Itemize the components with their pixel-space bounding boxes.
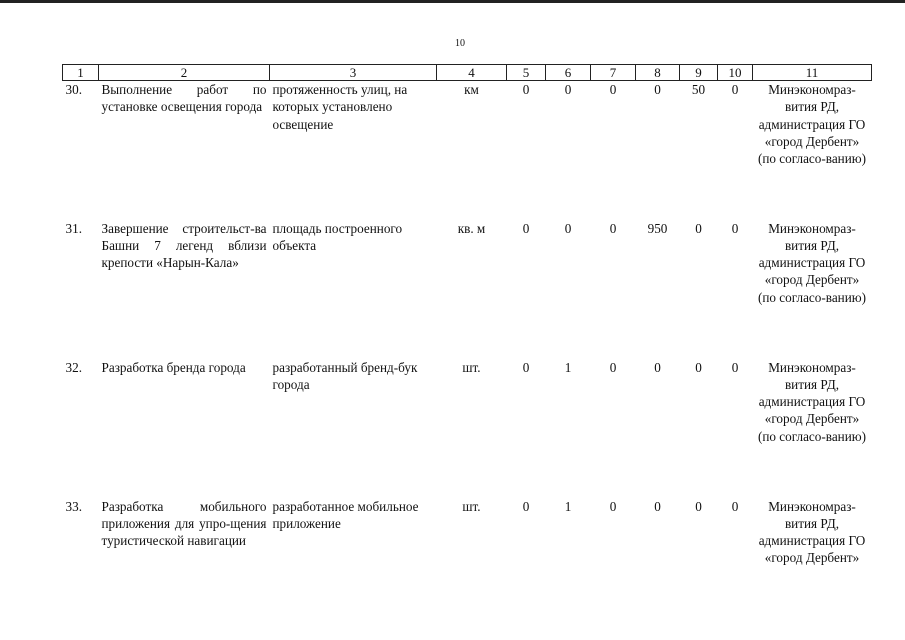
unit-cell: кв. м [457, 220, 486, 236]
value-col8: 950 [647, 220, 668, 236]
measure-name: Разработка бренда города [101, 359, 246, 375]
value-col7: 0 [609, 498, 617, 514]
value-col8: 0 [654, 498, 661, 514]
value-col6: 0 [564, 220, 572, 236]
page-number: 10 [455, 38, 465, 49]
value-col9: 0 [695, 220, 702, 236]
executor-cell: Минэкономраз-вития РД, администрация ГО «город Дербент» [758, 498, 866, 566]
indicator-name: площадь построенного объекта [272, 220, 403, 253]
page-top-edge [0, 0, 905, 3]
column-number: 5 [507, 65, 546, 81]
value-col10: 0 [731, 359, 739, 375]
value-col7: 0 [609, 220, 617, 236]
column-number: 1 [63, 65, 99, 81]
value-col7: 0 [609, 82, 617, 97]
value-col6: 0 [564, 82, 572, 97]
unit-cell: шт. [462, 359, 481, 375]
row-number: 30. [65, 82, 82, 97]
value-col9: 0 [695, 498, 702, 514]
value-col7: 0 [609, 359, 617, 375]
column-number-row [63, 65, 872, 81]
table-row [63, 359, 872, 498]
row-number: 32. [65, 359, 82, 375]
value-col8: 0 [654, 359, 661, 375]
value-col6: 1 [564, 498, 572, 514]
executor-cell: Минэкономраз-вития РД, администрация ГО «город Дербент» (по согласо-ванию) [757, 359, 867, 444]
table-row [63, 81, 872, 220]
value-col8: 0 [654, 82, 661, 97]
row-number: 31. [65, 220, 82, 236]
column-number: 9 [680, 65, 718, 81]
table-row [63, 220, 872, 359]
value-col10: 0 [731, 82, 739, 97]
measures-table [62, 64, 872, 595]
column-number: 6 [546, 65, 591, 81]
column-number: 10 [718, 65, 753, 81]
unit-cell: км [464, 82, 479, 97]
row-number: 33. [65, 498, 82, 514]
column-number: 2 [99, 65, 270, 81]
value-col5: 0 [522, 498, 530, 514]
indicator-name: протяженность улиц, на которых установлено освещение [272, 82, 408, 132]
value-col9: 0 [695, 359, 702, 375]
value-col5: 0 [522, 220, 530, 236]
value-col5: 0 [522, 82, 530, 97]
value-col9: 50 [691, 82, 706, 97]
column-number: 8 [636, 65, 680, 81]
indicator-name: разработанный бренд-бук города [272, 359, 418, 392]
value-col10: 0 [731, 220, 739, 236]
executor-cell: Минэкономраз-вития РД, администрация ГО «город Дербент» (по согласо-ванию) [757, 220, 867, 305]
unit-cell: шт. [462, 498, 481, 514]
measure-name: Выполнение работ по установке освещения города [101, 82, 267, 115]
column-number: 4 [437, 65, 507, 81]
indicator-name: разработанное мобильное приложение [272, 498, 419, 531]
column-number: 3 [270, 65, 437, 81]
column-number: 7 [591, 65, 636, 81]
value-col5: 0 [522, 359, 530, 375]
table-row [63, 498, 872, 595]
value-col6: 1 [564, 359, 572, 375]
executor-cell: Минэкономраз-вития РД, администрация ГО «город Дербент» (по согласо-ванию) [757, 82, 867, 167]
value-col10: 0 [731, 498, 739, 514]
measure-name: Разработка мобильного приложения для упро-щения туристической навигации [101, 498, 267, 549]
column-number: 11 [753, 65, 872, 81]
measure-name: Завершение строительст-ва Башни 7 легенд вблизи крепости «Нарын-Кала» [101, 220, 267, 271]
